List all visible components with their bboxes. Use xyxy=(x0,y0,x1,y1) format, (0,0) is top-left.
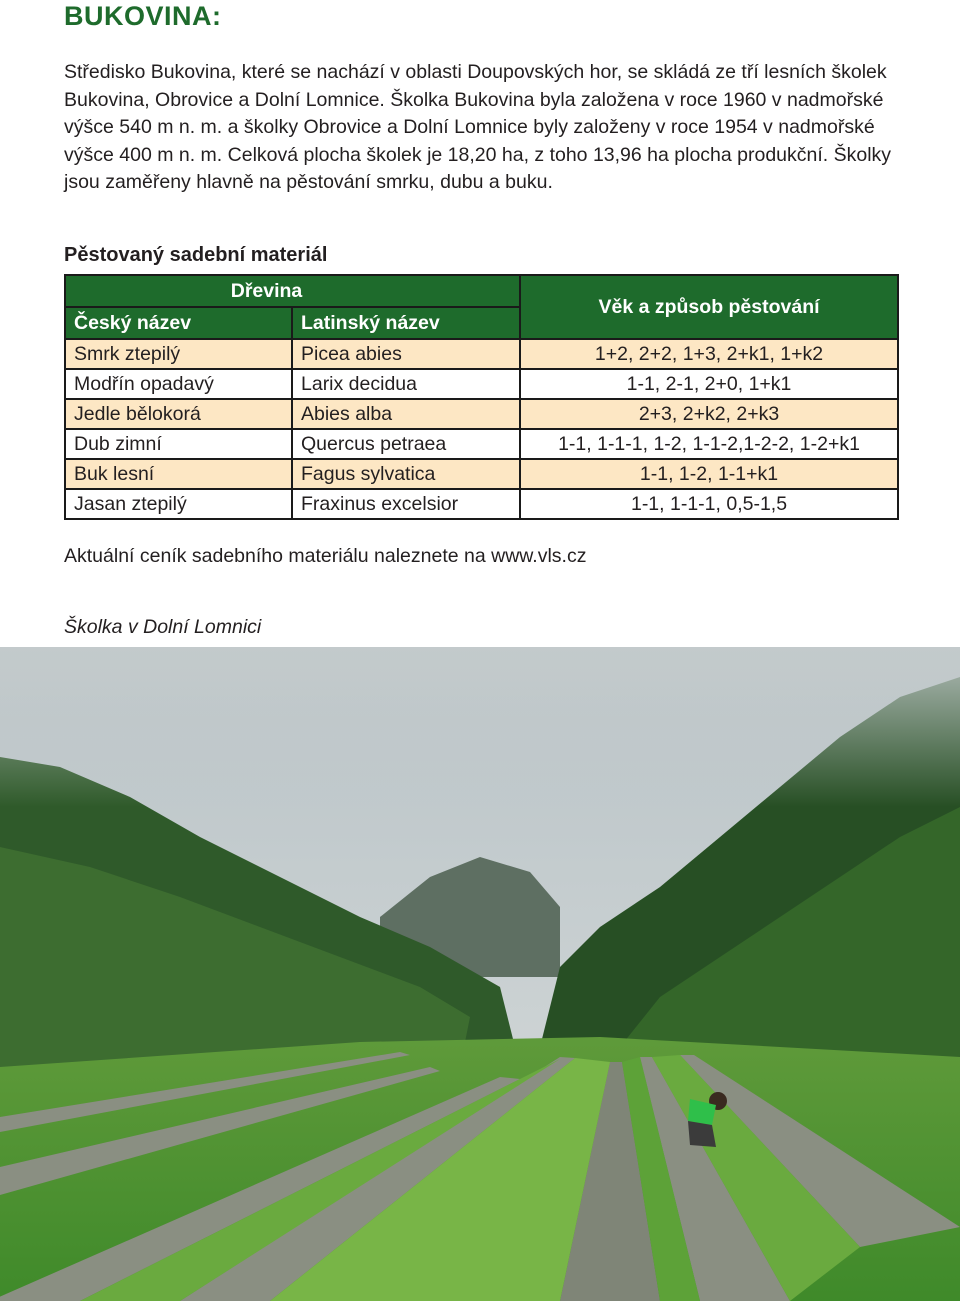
method-cell: 1+2, 2+2, 1+3, 2+k1, 1+k2 xyxy=(520,339,898,369)
latin-name-cell: Picea abies xyxy=(292,339,520,369)
czech-name-cell: Buk lesní xyxy=(65,459,292,489)
table-row xyxy=(65,489,898,519)
photo-caption: Školka v Dolní Lomnici xyxy=(64,616,262,638)
table-row xyxy=(65,369,898,399)
table-row xyxy=(65,339,898,369)
czech-name-cell: Modřín opadavý xyxy=(65,369,292,399)
method-cell: 1-1, 1-2, 1-1+k1 xyxy=(520,459,898,489)
latin-name-cell: Abies alba xyxy=(292,399,520,429)
method-cell: 1-1, 1-1-1, 1-2, 1-1-2,1-2-2, 1-2+k1 xyxy=(520,429,898,459)
czech-name-cell: Dub zimní xyxy=(65,429,292,459)
nursery-photo xyxy=(0,647,960,1301)
table-row xyxy=(65,429,898,459)
table-row xyxy=(65,399,898,429)
czech-name-cell: Jasan ztepilý xyxy=(65,489,292,519)
latin-name-cell: Quercus petraea xyxy=(292,429,520,459)
czech-name-cell: Smrk ztepilý xyxy=(65,339,292,369)
page-title: BUKOVINA: xyxy=(64,1,222,31)
header-latin-name: Latinský název xyxy=(292,307,520,339)
table-row xyxy=(65,459,898,489)
latin-name-cell: Fraxinus excelsior xyxy=(292,489,520,519)
price-list-note: Aktuální ceník sadebního materiálu naleznete na www.vls.cz xyxy=(64,545,587,567)
header-drevina: Dřevina xyxy=(65,275,520,307)
method-cell: 1-1, 1-1-1, 0,5-1,5 xyxy=(520,489,898,519)
method-cell: 2+3, 2+k2, 2+k3 xyxy=(520,399,898,429)
plant-material-table xyxy=(64,274,899,520)
latin-name-cell: Larix decidua xyxy=(292,369,520,399)
latin-name-cell: Fagus sylvatica xyxy=(292,459,520,489)
czech-name-cell: Jedle bělokorá xyxy=(65,399,292,429)
header-czech-name: Český název xyxy=(65,307,292,339)
header-method: Věk a způsob pěstování xyxy=(520,275,898,339)
table-title: Pěstovaný sadební materiál xyxy=(64,244,328,266)
intro-paragraph: Středisko Bukovina, které se nachází v oblasti Doupovských hor, se skládá ze tří lesních školek Bukovina, Obrovice a Dolní Lomnice. Školka Bukovina byla založena v roce 1960 v nadmořské výšce 540 m n. m. a školky Obrovice a Dolní Lomnice byly založeny v roce 1954 v nadmořské výšce 400 m n. m. Celková plocha školek je 18,20 ha, z toho 13,96 ha plocha produkční. Školky jsou zaměřeny hlavně na pěstování smrku, dubu a buku. xyxy=(64,61,892,193)
method-cell: 1-1, 2-1, 2+0, 1+k1 xyxy=(520,369,898,399)
